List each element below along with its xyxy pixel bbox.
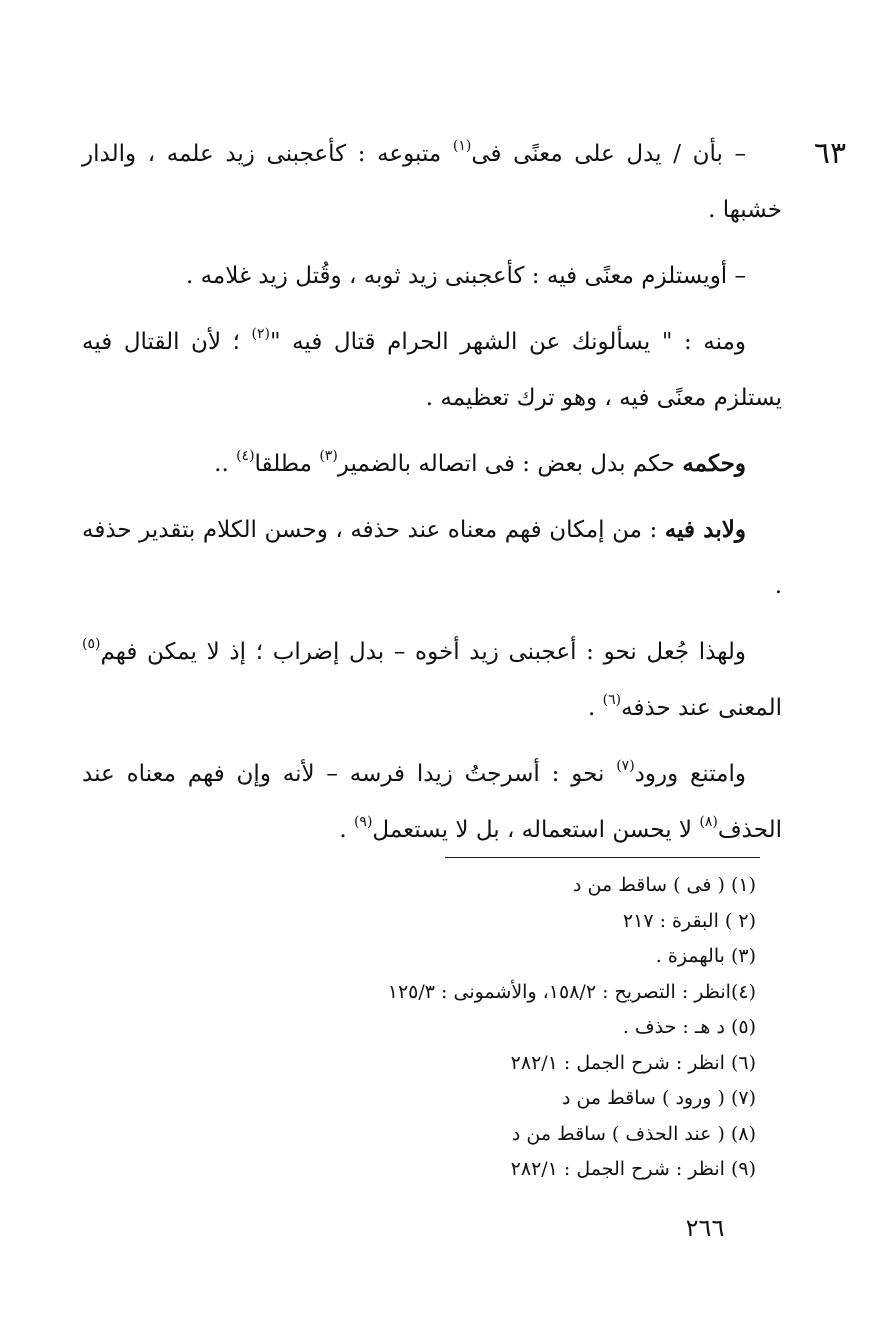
footnote-6: (٦) انظر : شرح الجمل : ٢٨٢/١	[510, 1051, 756, 1074]
margin-number: ٦٣	[813, 136, 847, 171]
footnotes	[250, 868, 756, 1188]
paragraph-6: ولهذا جُعل نحو : أعجبنى زيد أخوه – بدل إضراب ؛ إذ لا يمكن فهم$^{(٥)}$ المعنى عند حذفه$^{(٦)}$ .	[82, 636, 782, 721]
paragraph-2: – أويستلزم معنًى فيه : كأعجبنى زيد ثوبه ، وقُتل زيد غلامه .	[185, 263, 746, 289]
footnote-2: (٢ ) البقرة : ٢١٧	[622, 909, 756, 932]
footnote-4: (٤)انظر : التصريح : ١٥٨/٢، والأشمونى : ١٢٥/٣	[387, 980, 756, 1003]
footnote-ref-1: (١)	[452, 138, 472, 154]
footnote-ref-8: (٨)	[699, 814, 718, 830]
footnote-ref-9: (٩)	[353, 814, 373, 830]
footnote-9: (٩) انظر : شرح الجمل : ٢٨٢/١	[510, 1158, 756, 1180]
footnote-ref-6: (٦)	[602, 692, 622, 708]
paragraph-4: وحكمه حكم بدل بعض : فى اتصاله بالضمير$^{(٣)}$ مطلقا$^{(٤)}$ ..	[214, 448, 746, 477]
paragraph-1: – بأن / يدل على معنًى فى$^{(١)}$ متبوعه : كأعجبنى زيد علمه ، والدار خشبها .	[82, 138, 782, 223]
footnote-3: (٣) بالهمزة .	[655, 945, 756, 967]
footnote-divider	[445, 857, 760, 858]
footnote-8: (٨) ( عند الحذف ) ساقط من د	[511, 1122, 756, 1145]
paragraph-5: ولابد فيه : من إمكان فهم معناه عند حذفه ، وحسن الكلام بتقدير حذفه .	[82, 516, 782, 599]
footnote-7: (٧) ( ورود ) ساقط من د	[561, 1087, 756, 1109]
footnote-ref-7: (٧)	[616, 758, 635, 774]
footnote-ref-5: (٥)	[82, 636, 101, 652]
page-number: ٢٦٦	[685, 1214, 725, 1242]
footnote-ref-2: (٢)	[251, 326, 270, 342]
main-text	[82, 126, 782, 868]
footnote-5: (٥) د هـ : حذف .	[622, 1016, 756, 1038]
bold-lead: ولابد فيه	[664, 516, 746, 543]
footnote-ref-4: (٤)	[236, 448, 255, 464]
paragraph-7: وامتنع ورود$^{(٧)}$ نحو : أسرجتُ زيدا فرسه – لأنه وإن فهم معناه عند الحذف$^{(٨)}$ لا يحسن استعماله ، بل لا يستعمل$^{(٩)}$ .	[82, 758, 782, 843]
paragraph-3: ومنه : " يسألونك عن الشهر الحرام قتال فيه "$^{(٢)}$ ؛ لأن القتال فيه يستلزم معنًى فيه ، وهو ترك تعظيمه .	[82, 326, 782, 411]
footnote-ref-3: (٣)	[319, 448, 338, 464]
footnote-1: (١) ( فى ) ساقط من د	[573, 874, 756, 896]
bold-lead: وحكمه	[682, 450, 746, 477]
